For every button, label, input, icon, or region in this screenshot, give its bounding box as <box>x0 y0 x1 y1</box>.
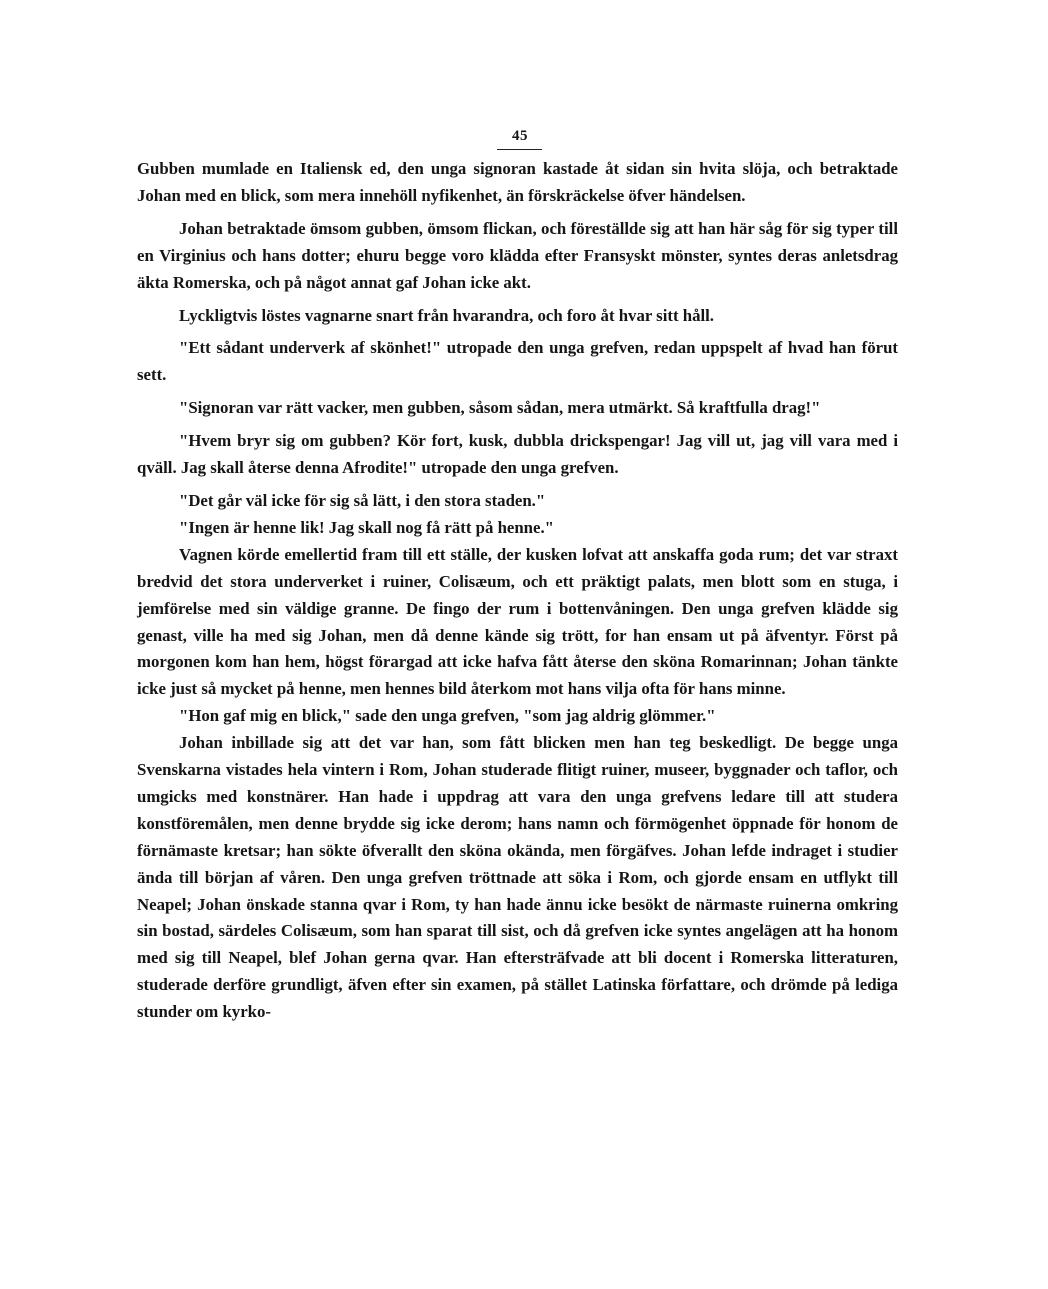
body-text <box>137 156 898 1026</box>
paragraph-8: "Ingen är henne lik! Jag skall nog få rätt på henne." <box>179 517 554 537</box>
paragraph-11: Johan inbillade sig att det var han, som fått blicken men han teg beskedligt. De begge unga Svenskarna vistades hela vintern i Rom, Johan studerade flitigt ruiner, museer, byggnader och taflor, och umgicks med konstnärer. Han hade i uppdrag att vara den unga grefvens ledare till att studera konstföremålen, men denne brydde sig icke derom; hans namn och förmögenhet öppnade för honom de förnämaste kretsar; han sökte öfverallt den sköna okända, men förgäfves. Johan lefde indraget i studier ända till början af våren. Den unga grefven tröttnade att söka i Rom, och gjorde ensam en utflykt till Neapel; Johan önskade stanna qvar i Rom, ty han hade ännu icke besökt de närmaste ruinerna omkring sin bostad, särdeles Colisæum, som han sparat till sist, och då grefven icke syntes angelägen att ha honom med sig till Neapel, blef Johan gerna qvar. Han eftersträfvade att bli docent i Romerska litteraturen, studerade derföre grundligt, äfven efter sin examen, på stället Latinska författare, och drömde på lediga stunder om kyrko- <box>137 733 898 1022</box>
paragraph-6: "Hvem bryr sig om gubben? Kör fort, kusk, dubbla drickspengar! Jag vill ut, jag vill vara med i qväll. Jag skall återse denna Afrodite!" utropade den unga grefven. <box>137 431 898 478</box>
paragraph-7: "Det går väl icke för sig så lätt, i den stora staden." <box>179 490 546 510</box>
paragraph-9: Vagnen körde emellertid fram till ett ställe, der kusken lofvat att anskaffa goda rum; det var straxt bredvid det stora underverket i ruiner, Colisæum, och ett präktigt palats, men blott som en stuga, i jemförelse med sin väldige granne. De fingo der rum i bottenvåningen. Den unga grefven klädde sig genast, ville ha med sig Johan, men då denne kände sig trött, for han ensam ut på äfventyr. Först på morgonen kom han hem, högst förargad att icke hafva fått återse den sköna Romarinnan; Johan tänkte icke just så mycket på henne, men hennes bild återkom mot hans vilja ofta för hans minne. <box>137 544 898 699</box>
paragraph-2: Johan betraktade ömsom gubben, ömsom flickan, och föreställde sig att han här såg för sig typer till en Virginius och hans dotter; ehuru begge voro klädda efter Fransyskt mönster, syntes deras anletsdrag äkta Romerska, och på något annat gaf Johan icke akt. <box>137 218 898 292</box>
paragraph-3: Lyckligtvis löstes vagnarne snart från hvarandra, och foro åt hvar sitt håll. <box>179 305 714 325</box>
page-number-rule <box>497 149 542 150</box>
paragraph-1: Gubben mumlade en Italiensk ed, den unga signoran kastade åt sidan sin hvita slöja, och betraktade Johan med en blick, som mera innehöll nyfikenhet, än förskräckelse öfver händelsen. <box>137 159 898 205</box>
paragraph-10: "Hon gaf mig en blick," sade den unga grefven, "som jag aldrig glömmer." <box>179 706 716 726</box>
paragraph-5: "Signoran var rätt vacker, men gubben, såsom sådan, mera utmärkt. Så kraftfulla drag!" <box>179 398 821 418</box>
page-number: 45 <box>512 128 528 144</box>
paragraph-4: "Ett sådant underverk af skönhet!" utropade den unga grefven, redan uppspelt af hvad han förut sett. <box>137 338 898 385</box>
